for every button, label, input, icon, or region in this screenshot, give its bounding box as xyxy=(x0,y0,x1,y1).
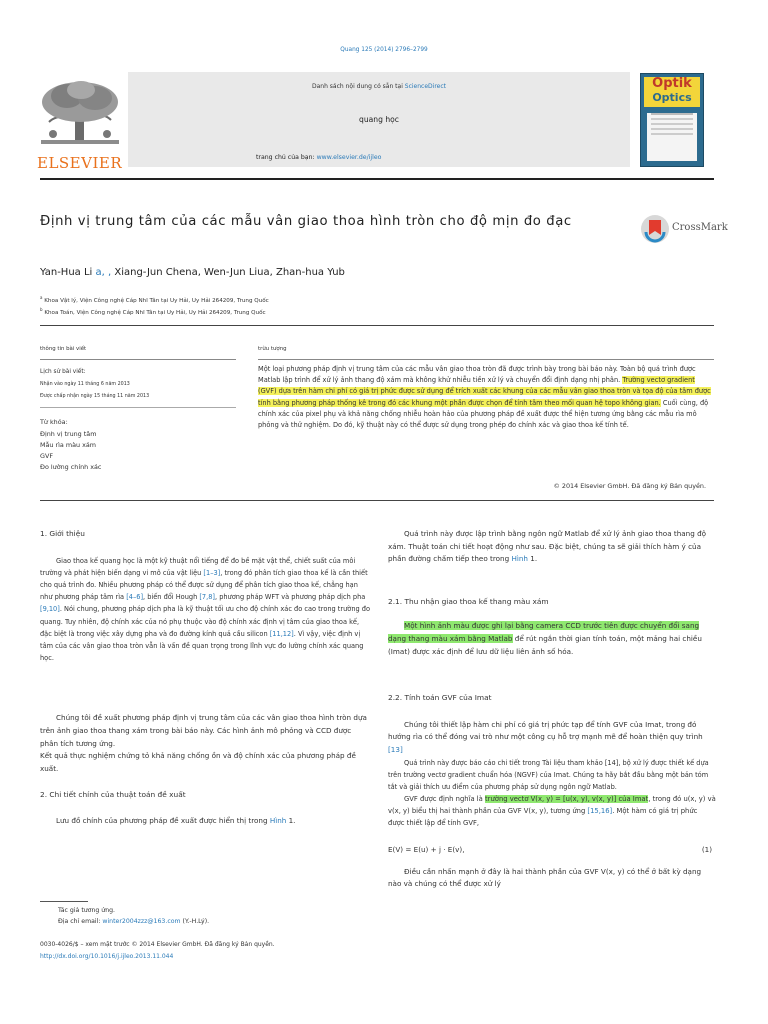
abstract-copyright: © 2014 Elsevier GmbH. Đã đăng ký Bản quyền. xyxy=(553,482,706,490)
info-divider-top xyxy=(40,359,236,360)
text-run: . Nói chung, phương pháp dịch pha là kỹ thuật tối ưu cho độ chính xác đo cao trong trường đo quang. Tuy nhiên, độ chính xác của nó phụ thuộc vào độ chính xác định vị tâm của giao thoa kế, đặc biệt là trong việc xây dựng pha và đo đường kính quả cầu silicon xyxy=(40,605,371,638)
section-2-2-paragraph-3 xyxy=(388,793,716,830)
footnote-corresponding: Tác giả tương ứng. xyxy=(58,907,116,914)
journal-homepage xyxy=(256,154,381,161)
highlighted-text: trường vectơ V(x, y) = [u(x, y), v(x, y)] của Imat xyxy=(485,794,649,803)
text-run: , biến đổi Hough xyxy=(143,593,200,602)
footnote-divider xyxy=(40,901,88,902)
affiliation-b-mark: b xyxy=(40,307,43,312)
journal-reference[interactable]: Quang 125 (2014) 2796–2799 xyxy=(340,47,428,53)
page-footer xyxy=(40,939,440,963)
text-run: Giao thoa kế quang học là một kỹ thuật nổi tiếng để đo bề mặt vật thể, chiết suất của môi trường và phát hiện biến dạng vi mô của vật liệu xyxy=(40,556,356,577)
article-title: Định vị trung tâm của các mẫu vân giao thoa hình tròn cho độ mịn đo đạc xyxy=(40,214,572,229)
abstract-divider-bottom xyxy=(40,500,714,501)
abstract-label: trừu tượng xyxy=(258,346,287,352)
text-run: , trong đó phân tích giao thoa kế là cần thiết cho quá trình đo. Nhiều phương pháp có thể được sử dụng để phân tích giao thoa kế, chẳng hạn như phương pháp tâm rìa xyxy=(40,568,368,602)
keyword-item: Định vị trung tâm xyxy=(40,430,97,438)
text-run: Quá trình này được lập trình bằng ngôn ngữ Matlab để xử lý ảnh giao thoa thang độ xám. Thuật toán chi tiết hoạt động như sau. Đặc biệt, chúng ta sẽ giải thích hàm ý của phần đường chấm tiếp theo trong xyxy=(388,529,707,564)
citation-link[interactable]: [11,12] xyxy=(269,629,294,638)
text-run: Chúng tôi thiết lập hàm chi phí có giá trị phức tạp để tính GVF của Imat, trong đó hướng rìa có thể đóng vai trò như một công cụ hỗ trợ mạnh mẽ để hoàn thiện quy trình xyxy=(388,719,703,742)
header-divider xyxy=(40,178,714,180)
right-paragraph-last: Điều cần nhấn mạnh ở đây là hai thành phần của GVF V(x, y) có thể ở bất kỳ dạng nào và chúng có thể được xử lý xyxy=(388,866,702,889)
contents-availability xyxy=(128,83,630,90)
right-column xyxy=(388,528,716,891)
section-2-2-heading: 2.2. Tính toán GVF của Imat xyxy=(388,693,492,703)
journal-name: quang học xyxy=(359,115,399,124)
author-affiliation-refs[interactable]: a, , xyxy=(95,267,112,278)
affiliation-a xyxy=(40,293,269,306)
citation-link[interactable]: [15,16] xyxy=(587,806,613,815)
author-list xyxy=(40,267,345,278)
history-accepted: Được chấp nhận ngày 15 tháng 11 năm 2013 xyxy=(40,394,150,399)
abstract-text xyxy=(258,364,714,431)
keyword-item: Đo lường chính xác xyxy=(40,463,102,471)
author-first: Yan-Hua Li xyxy=(40,267,96,278)
info-divider-mid xyxy=(40,407,236,408)
tree-emblem-icon xyxy=(37,78,123,148)
figure-link[interactable]: Hình xyxy=(511,554,528,564)
affiliation-divider xyxy=(40,325,714,326)
cover-title-line1: Optik xyxy=(652,76,692,91)
sciencedirect-link[interactable]: ScienceDirect xyxy=(404,83,447,90)
affiliation-a-mark: a xyxy=(40,295,43,300)
text-run: GVF được định nghĩa là xyxy=(404,794,486,803)
abstract-part1: Một loại phương pháp định vị trung tâm của các mẫu vân giao thoa tròn đã được trình bày trong bài báo này. Toàn bộ quá trình được Matlab lập trình để xử lý ảnh thang độ xám mà không khử nhiễu tiền xử lý và chuyển đổi định dạng nhị phân. xyxy=(258,365,696,385)
text-run: (Y.-H.Lý). xyxy=(180,917,210,925)
affiliation-a-text: Khoa Vật lý, Viện Công nghệ Cáp Nhĩ Tân tại Uy Hải, Uy Hải 264209, Trung Quốc xyxy=(44,297,269,304)
citation-link[interactable]: [4–6] xyxy=(126,593,144,602)
email-link[interactable]: winter2004zzz@163.com xyxy=(102,917,181,925)
equation-1 xyxy=(388,844,716,856)
elsevier-wordmark: ELSEVIER xyxy=(37,154,123,172)
journal-cover-image xyxy=(640,73,704,167)
equation-text: E(V) = E(u) + j · E(v), xyxy=(388,844,465,854)
figure-link[interactable]: Hình xyxy=(269,815,287,825)
text-run: 1. xyxy=(286,815,296,825)
cover-banner xyxy=(644,77,700,107)
doi-link[interactable]: http://dx.doi.org/10.1016/j.ijleo.2013.11.044 xyxy=(40,953,174,960)
crossmark-icon xyxy=(640,214,670,244)
section-2-2-paragraph-2: Quá trình này được báo cáo chi tiết trong Tài liệu tham khảo [14], bộ xử lý được thiết kế dựa trên trường vectơ gradient chuẩn hóa (NGVF) của Imat. Chúng ta hãy bắt đầu bằng một bản tóm tắt và giải thích ưu điểm của phương pháp sử dụng ngôn ngữ Matlab. xyxy=(388,758,709,791)
section-1-paragraph-2: Chúng tôi đề xuất phương pháp định vị trung tâm của các vân giao thoa hình tròn dựa trên ảnh giao thoa thang xám trong bài báo này. Các hình ảnh mô phỏng và CCD được phân tích tương ứng. xyxy=(40,713,367,748)
citation-link[interactable]: [9,10] xyxy=(40,605,60,614)
history-title: Lịch sử bài viết: xyxy=(40,369,86,375)
journal-header-box xyxy=(128,72,630,167)
homepage-prefix: trang chủ của bạn: xyxy=(256,154,317,161)
cover-page-thumbnail xyxy=(647,113,697,161)
text-run: , trong đó u(x, y) và v(x, y) biểu thị hai thành phần của GVF V(x, y), tương ứng xyxy=(388,794,716,815)
text-run: . Vì vậy, việc định vị tâm của các vân giao thoa tròn vẫn là vấn đề quan trọng trong lĩnh vực đo lường chính xác quang học. xyxy=(40,629,364,663)
article-info-label: thông tin bài viết xyxy=(40,346,87,352)
affiliation-b-text: Khoa Toán, Viện Công nghệ Cáp Nhĩ Tân tại Uy Hải, Uy Hải 264209, Trung Quốc xyxy=(44,309,266,316)
abstract-part2: Cuối cùng, độ chính xác của pixel phụ và khả năng chống nhiễu hoàn hảo của phương pháp đề xuất được thể hiện tương ứng bằng các mẫu rìa mô phỏng và thử nghiệm. Do đó, kỹ thuật này có thể được sử dụng trong phép đo chính xác và giao thoa kế tính tế. xyxy=(258,398,709,430)
keywords-title: Từ khóa: xyxy=(40,418,68,426)
section-1-paragraph-1 xyxy=(40,555,370,665)
elsevier-logo xyxy=(37,78,123,172)
footnote-email xyxy=(40,917,370,928)
highlighted-text: Một hình ảnh màu được ghi lại bằng camera CCD trước tiên được chuyển đổi sang dạng thang màu xám bằng Matlab xyxy=(388,621,700,643)
cover-title-line2: Optics xyxy=(652,91,692,104)
section-2-1-heading: 2.1. Thu nhận giao thoa kế thang màu xám xyxy=(388,596,549,606)
citation-link[interactable]: [13] xyxy=(388,744,403,754)
text-run: Địa chỉ email: xyxy=(58,917,103,925)
equation-number: (1) xyxy=(701,844,712,854)
footnote xyxy=(40,906,370,927)
text-run: , phương pháp WFT và phương pháp dịch pha xyxy=(215,593,366,602)
text-run: để rút ngắn thời gian tính toán, một mảng hai chiều (Imat) được xác định để lưu dữ liệu liên ảnh số hóa. xyxy=(388,633,702,656)
keywords-list xyxy=(40,429,101,473)
section-2-1-paragraph xyxy=(388,620,716,658)
history-received: Nhận vào ngày 11 tháng 6 năm 2013 xyxy=(40,382,130,387)
abstract-divider-top xyxy=(258,359,714,360)
keyword-item: GVF xyxy=(40,452,53,460)
citation-link[interactable]: [1–3] xyxy=(203,568,221,577)
section-2-2-paragraph-1 xyxy=(388,719,716,757)
right-paragraph-1 xyxy=(388,528,716,566)
section-1-heading: 1. Giới thiệu xyxy=(40,529,85,538)
section-2-paragraph-1 xyxy=(40,815,370,828)
author-others: Xiang-Jun Chena, Wen-Jun Liua, Zhan-hua Yub xyxy=(111,267,345,278)
contents-prefix: Danh sách nội dung có sẵn tại xyxy=(311,83,405,90)
keyword-item: Mẫu rìa màu xám xyxy=(40,441,97,449)
crossmark-badge[interactable] xyxy=(640,214,728,244)
section-2-heading: 2. Chi tiết chính của thuật toán đề xuất xyxy=(40,790,186,800)
issn-copyright: 0030-4026/$ – xem mặt trước © 2014 Elsevier GmbH. Đã đăng ký Bản quyền. xyxy=(40,941,275,948)
affiliation-b xyxy=(40,305,266,318)
text-run: Lưu đồ chính của phương pháp đề xuất được hiển thị trong xyxy=(56,815,270,825)
text-run: 1. xyxy=(527,554,538,564)
left-column xyxy=(40,528,370,828)
citation-link[interactable]: [7,8] xyxy=(199,593,215,602)
abstract-highlight: Trường vectơ gradient (GVF) dựa trên hàm chi phí có giá trị phức được sử dụng để trích xuất các khung của các mẫu vân giao thoa tròn và tọa độ của tâm được tính bằng phương pháp thống kê trong đó các khung một phần được chọn để tính tâm theo mối quan hệ topo không gian. xyxy=(258,376,711,407)
crossmark-label: CrossMark xyxy=(672,222,728,233)
text-run: . Một hàm có giá trị phức được thiết lập để tính GVF, xyxy=(388,806,698,828)
section-1-paragraph-3: Kết quả thực nghiệm chứng tỏ khả năng chống ồn và độ chính xác của phương pháp đề xuất. xyxy=(40,751,356,773)
homepage-link[interactable]: www.elsevier.de/ijleo xyxy=(316,154,382,161)
